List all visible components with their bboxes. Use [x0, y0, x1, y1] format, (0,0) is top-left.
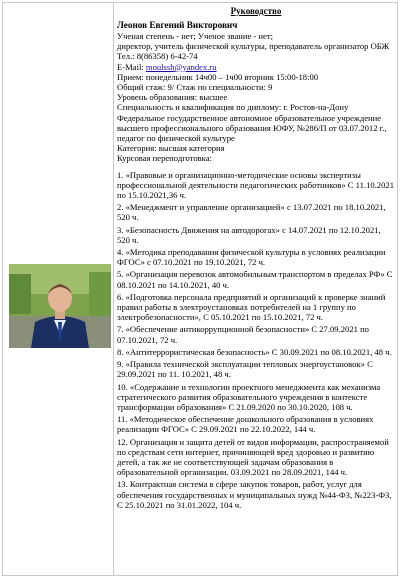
person-name: Леонов Евгений Викторович [117, 20, 238, 30]
course-item: 2. «Менеджмент и управление организацией» с 13.07.2021 по 18.10.2021, 520 ч. [117, 202, 386, 223]
course-item: 1. «Правовые и организационно-методические основы экспертизы профессиональной деятельности педагогических работников» С 11.10.2021 по 15.10.2021,36 ч. [117, 169, 394, 201]
email-label: E-Mail: [117, 61, 144, 72]
course-item: 4. «Методика преподавания физической культуры в условиях реализации ФГОС» с 07.10.2021 по 19.10.2021, 72 ч. [117, 247, 386, 268]
staff-info [117, 4, 395, 512]
course-item: 13. Контрактная система в сфере закупок товаров, работ, услуг для обеспечения государственных и муниципальных нужд №44-ФЗ, №223-ФЗ, С 25.10.2021 по 31.01.2022, 104 ч. [117, 479, 392, 510]
course-item: 9. «Правила технической эксплуатации тепловых энергоустановок» С 29.09.2021 по 11. 10.2021, 48 ч. [117, 359, 373, 380]
work-experience: Общий стаж: 9/ Стаж по специальности: 9 [117, 82, 273, 93]
email-link[interactable]: moulssh@yandex.ru [145, 61, 217, 72]
phone-line: Тел.: 8(86358) 6-42-74 [117, 51, 198, 62]
education-level: Уровень образования: высшее [117, 92, 228, 103]
email-line [117, 62, 395, 72]
category: Категория: высшая категория [117, 143, 225, 154]
course-item: 12. Организация и защита детей от видов информации, распространяемой по средствам сети интернет, причиняющей вред здоровью и развитию детей, а так же не соответствующей задачам образования в образовательной организации. 03.09.2021 по 28.09.2021, 144 ч. [117, 436, 389, 478]
diploma-specialty: Специальность и квалификация по диплому: г. Ростов-на-Дону Федеральное государственное автономное образовательное учреждение высшего профессионального образования ЮФУ, №286/П от 03.07.2012 г., педагог по физической культуре [117, 102, 387, 144]
portrait-photo [9, 264, 111, 348]
courses-list [117, 170, 395, 510]
course-item: 7. «Обеспечение антикоррупционной безопасности» С 27.09.2021 по 07.10.2021, 72 ч. [117, 324, 369, 345]
course-item: 3. «Безопасность Движения на автодорогах» с 14.07.2021 по 12.10.2021, 520 ч. [117, 224, 381, 245]
course-item: 10. «Содержание и технологии проектного менеджмента как механизма стратегического развития образовательного учреждения в контексте трансформации образования» С 21.09.2020 по 30.10.2020, 108 ч. [117, 381, 381, 412]
course-item: 8. «Антитеррористическая безопасность» С 30.09.2021 по 08.10.2021, 48 ч. [117, 346, 392, 357]
course-item: 5. «Организация перевозок автомобильным транспортом в пределах РФ» С 08.10.2021 по 14.10.2021, 40 ч. [117, 269, 393, 290]
course-item: 11. «Методическое обеспечение дошкольного образования в условиях реализации ФГОС» С 29.09.2021 по 22.10.2022, 144 ч. [117, 414, 374, 435]
section-title: Руководство [230, 6, 282, 16]
course-item: 6. «Подготовка персонала предприятий и организаций к проверке знаний правил работы в электроустановках потребителей на 1 группу по электробезопасности», С 05.10.2021 по 15.10.2021, 72 ч. [117, 291, 386, 323]
position-line: директор, учитель физической культуры, преподаватель организатор ОБЖ [117, 41, 390, 52]
photo-column [2, 2, 114, 576]
reception-hours: Прием: понедельник 14ч00 – 1ч00 вторник 15:00-18:00 [117, 71, 319, 82]
degree-line: Ученая степень - нет; Ученое звание - нет; [117, 31, 273, 41]
courses-heading: Курсовая переподготовка: [117, 153, 212, 164]
